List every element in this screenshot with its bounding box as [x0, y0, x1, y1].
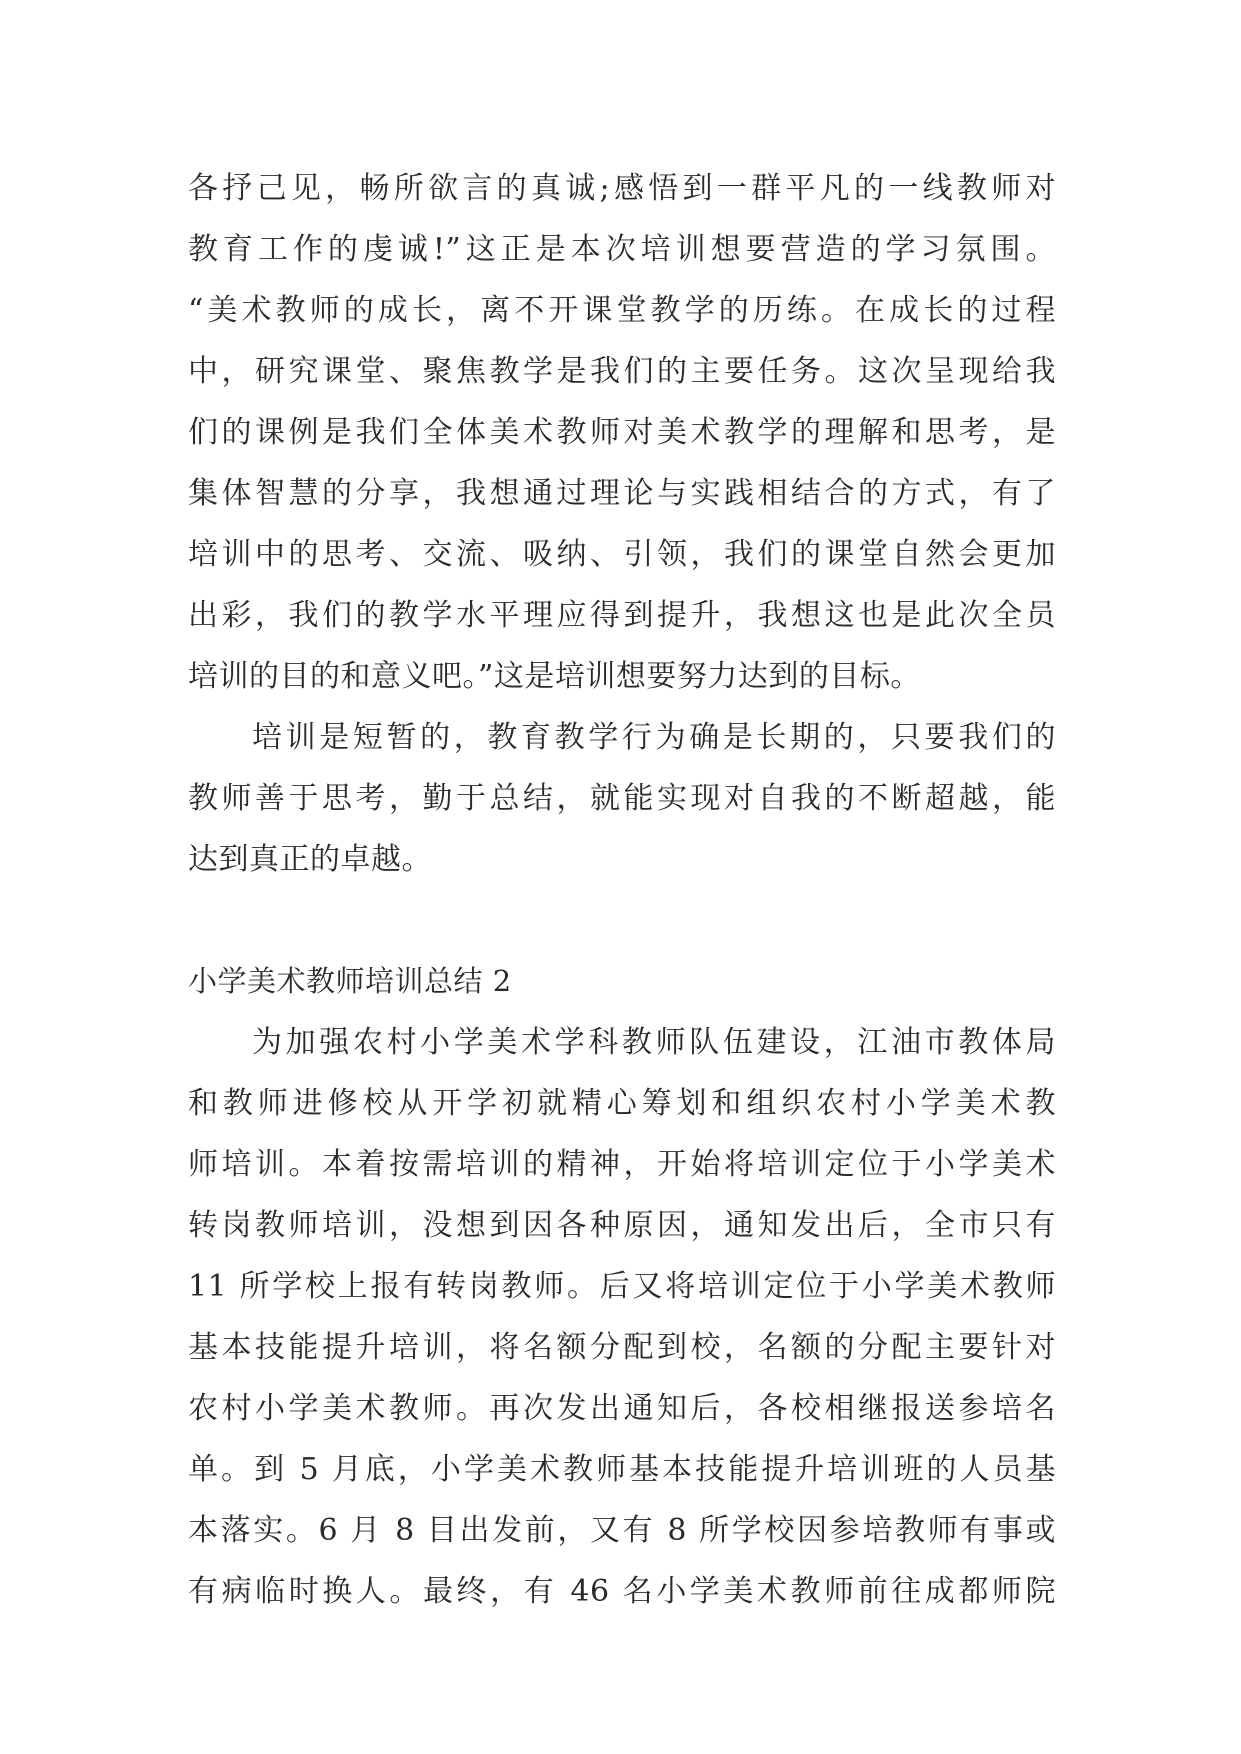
text-line: 教师善于思考，勤于总结，就能实现对自我的不断超越，能 — [188, 781, 1056, 816]
paragraph-continuation — [188, 158, 1056, 707]
text-line: 达到真正的卓越。 — [188, 842, 432, 877]
text-line: 转岗教师培训，没想到因各种原因，通知发出后，全市只有 — [188, 1208, 1056, 1243]
text-line: 为加强农村小学美术学科教师队伍建设，江油市教体局 — [252, 1025, 1056, 1060]
text-line: 们的课例是我们全体美术教师对美术教学的理解和思考，是 — [188, 415, 1056, 450]
text-line: 出彩，我们的教学水平理应得到提升，我想这也是此次全员 — [188, 598, 1056, 633]
text-line: 单。到 5 月底，小学美术教师基本技能提升培训班的人员基 — [188, 1452, 1056, 1487]
document-page — [188, 158, 1056, 1622]
section-heading: 小学美术教师培训总结 2 — [188, 964, 512, 998]
text-line: 11 所学校上报有转岗教师。后又将培训定位于小学美术教师 — [188, 1269, 1056, 1304]
text-line: 培训是短暂的，教育教学行为确是长期的，只要我们的 — [252, 720, 1056, 755]
text-line: 有病临时换人。最终，有 46 名小学美术教师前往成都师院 — [188, 1574, 1056, 1609]
text-line: 师培训。本着按需培训的精神，开始将培训定位于小学美术 — [188, 1147, 1056, 1182]
blank-line — [188, 890, 1056, 951]
text-line: 培训中的思考、交流、吸纳、引领，我们的课堂自然会更加 — [188, 537, 1056, 572]
text-line: 教育工作的虔诚!”这正是本次培训想要营造的学习氛围。 — [188, 232, 1056, 267]
text-line: 中，研究课堂、聚焦教学是我们的主要任务。这次呈现给我 — [188, 354, 1056, 389]
text-line: 集体智慧的分享，我想通过理论与实践相结合的方式，有了 — [188, 476, 1056, 511]
text-line: 农村小学美术教师。再次发出通知后，各校相继报送参培名 — [188, 1391, 1056, 1426]
text-line: 本落实。6 月 8 目出发前，又有 8 所学校因参培教师有事或 — [188, 1513, 1056, 1548]
text-line: 各抒己见，畅所欲言的真诚;感悟到一群平凡的一线教师对 — [188, 171, 1056, 206]
text-line: 培训的目的和意义吧。”这是培训想要努力达到的目标。 — [188, 659, 921, 694]
paragraph-body — [188, 1012, 1056, 1622]
text-line: “美术教师的成长，离不开课堂教学的历练。在成长的过程 — [188, 293, 1056, 328]
text-line: 基本技能提升培训，将名额分配到校，名额的分配主要针对 — [188, 1330, 1056, 1365]
paragraph-conclusion — [188, 707, 1056, 890]
text-line: 和教师进修校从开学初就精心筹划和组织农村小学美术教 — [188, 1086, 1056, 1121]
